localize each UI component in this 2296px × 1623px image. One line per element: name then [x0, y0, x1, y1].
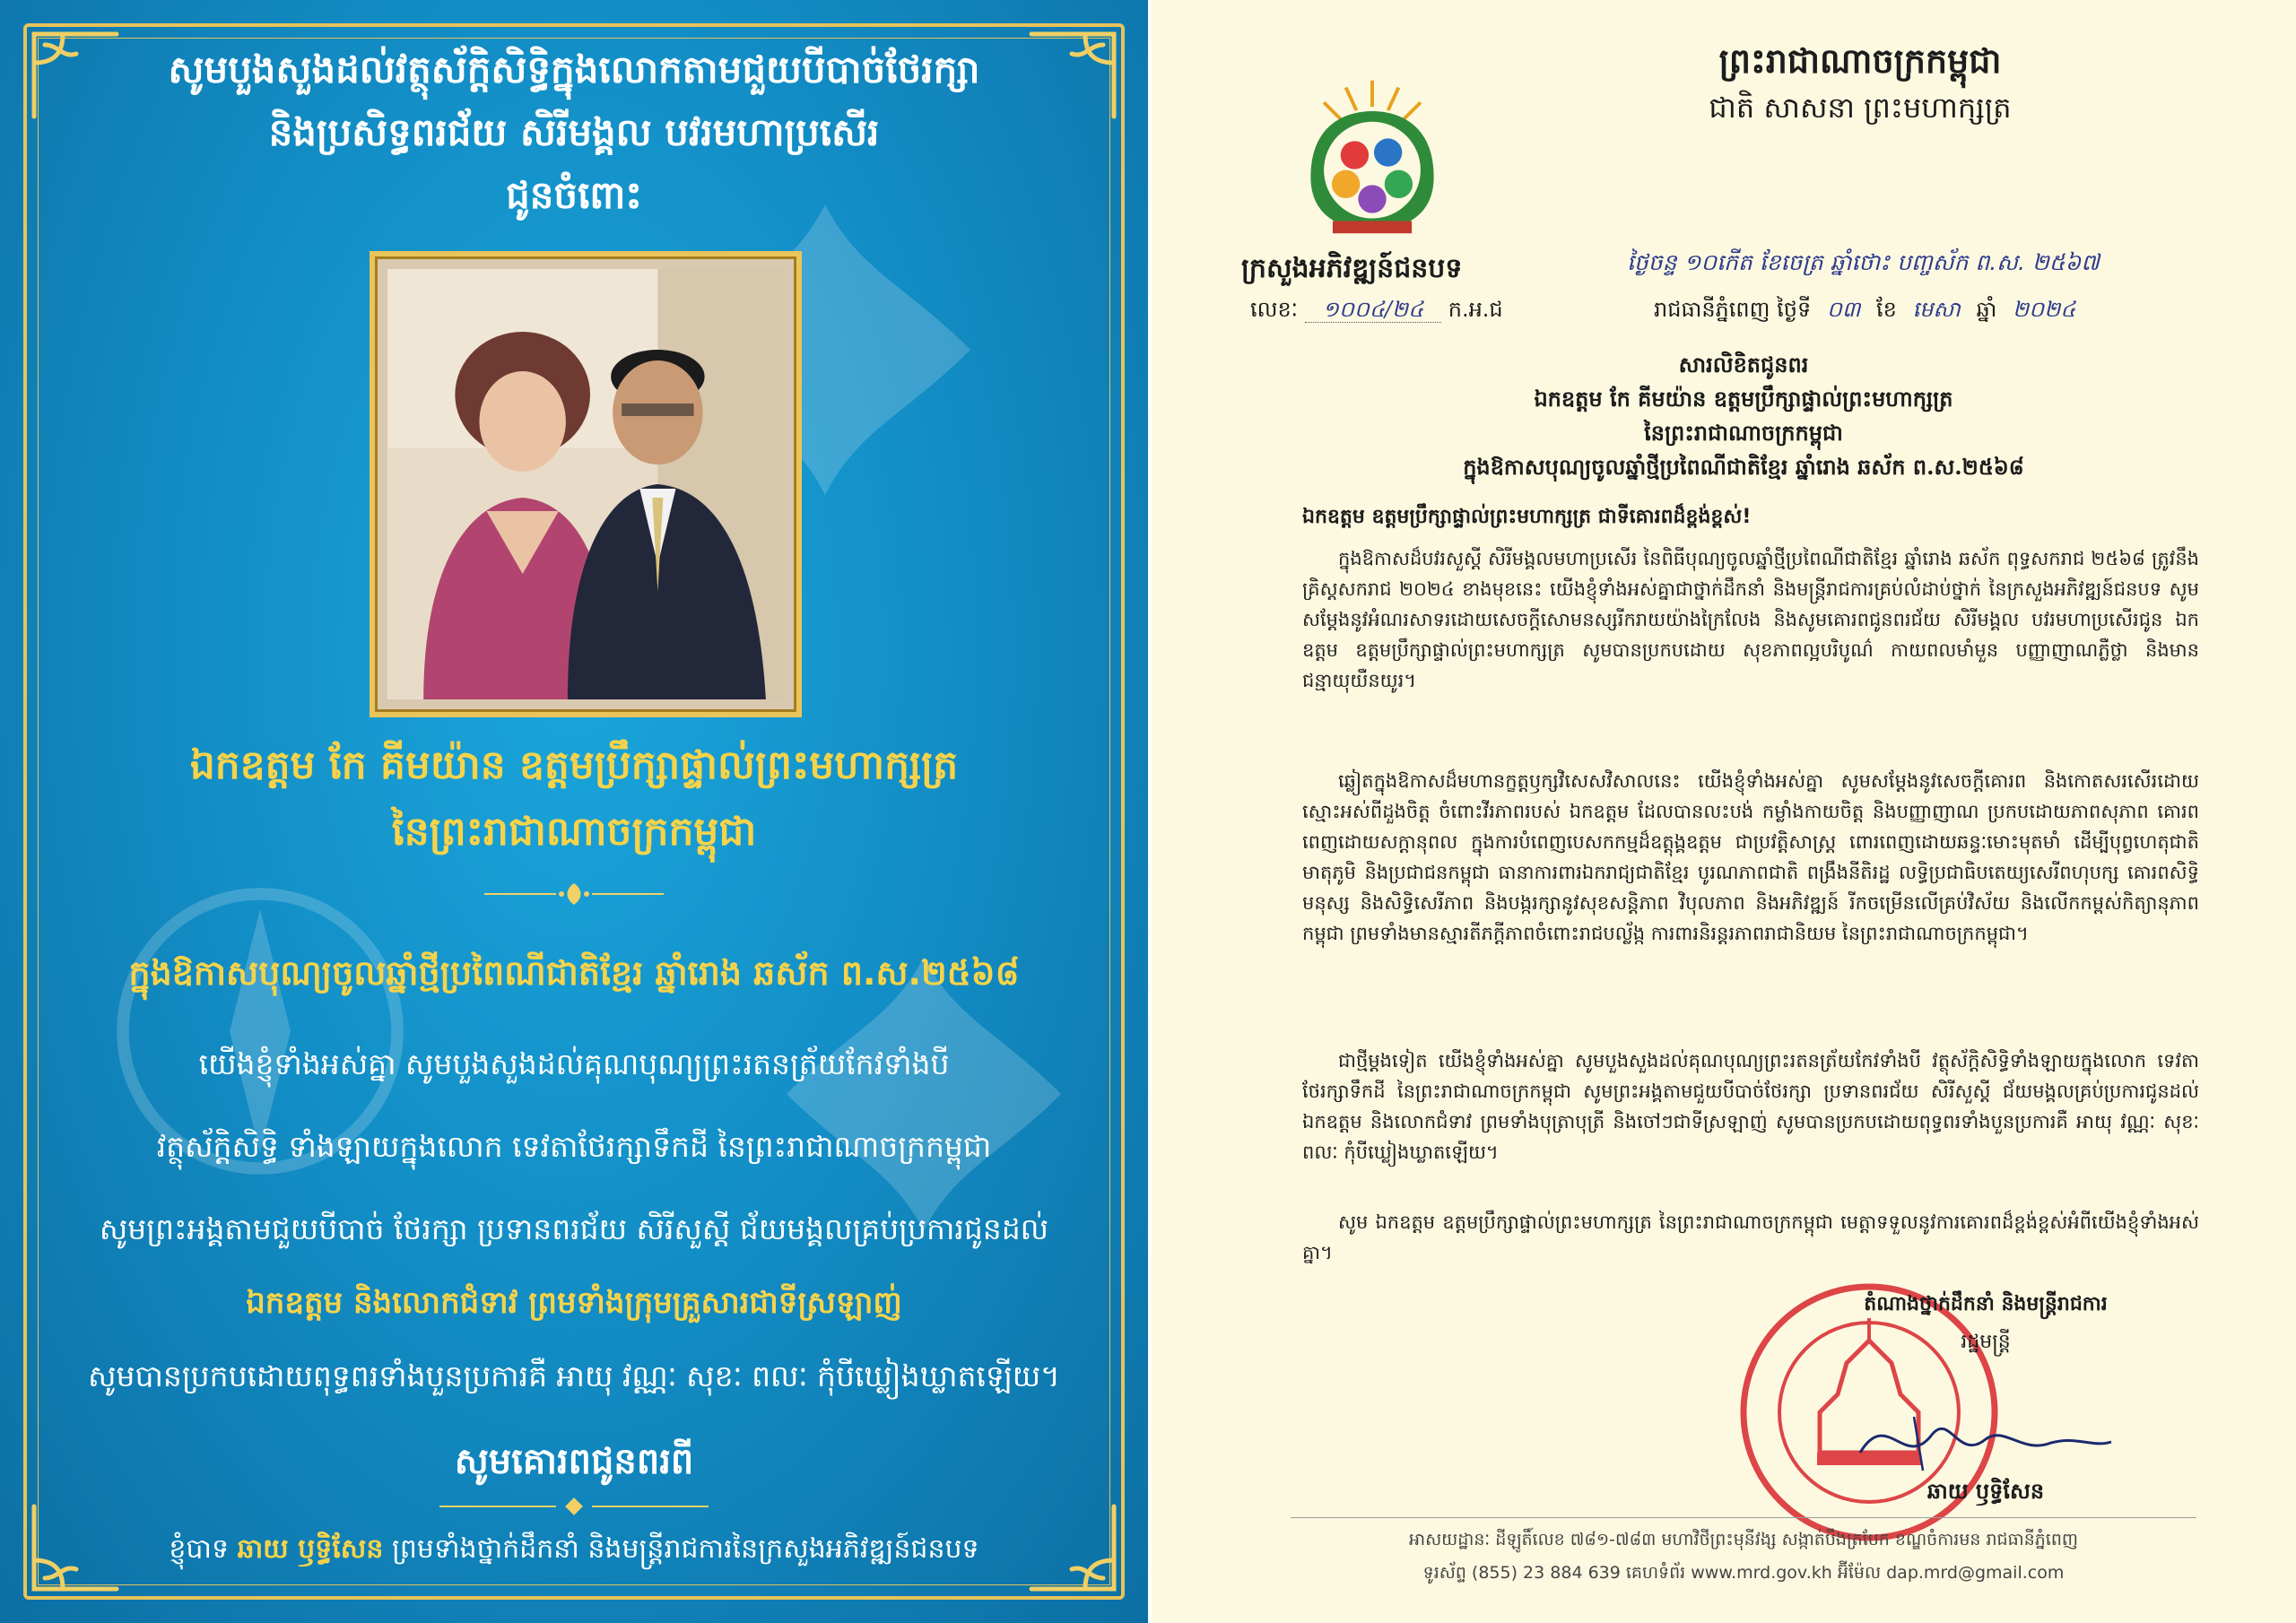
ministry-name: ក្រសួងអភិវឌ្ឍន៍ជនបទ [1241, 253, 1463, 284]
footer-divider [1291, 1517, 2196, 1518]
honoree-kingdom: នៃព្រះរាជាណាចក្រកម្ពុជា [391, 809, 757, 855]
wish-line-1: យើងខ្ញុំទាំងអស់គ្នា សូមបួងសួងដល់គុណបុណ្យព្រះរតនត្រ័យកែវទាំងបី [198, 1046, 950, 1081]
ornament-divider-icon [484, 881, 664, 907]
respect-line: សូមគោរពជូនពរពី [454, 1441, 694, 1482]
recipient-line-1: ឯកឧត្តម កែ គីមយ៉ាន ឧត្តមប្រឹក្សាផ្ទាល់ព្រះមហាក្សត្រ [1534, 386, 1953, 412]
paragraph-3: ជាថ្មីម្តងទៀត យើងខ្ញុំទាំងអស់គ្នា សូមបួងសួងដល់គុណបុណ្យព្រះរតនត្រ័យកែវទាំងបី វត្ថុស័ក្តិសិទ្ធិទាំងឡាយក្នុងលោក ទេវតាថែរក្សាទឹកដី នៃព្រះរាជាណាចក្រកម្ពុជា សូមព្រះអង្គតាមជួយបីបាច់ថែរក្សា ប្រទានពរជ័យ សិរីសួស្តី ជ័យមង្គលគ្រប់ប្រការជូនដល់ ឯកឧត្តម និងលោកជំទាវ ព្រមទាំងបុត្រាបុត្រី និងចៅៗជាទីស្រឡាញ់ សូមបានប្រកបដោយពុទ្ធពរទាំងបួនប្រការគឺ អាយុ វណ្ណៈ សុខៈ ពលៈ កុំបីឃ្លៀងឃ្លាតឡើយ។ [1302, 1050, 2199, 1163]
honoree-name: ឯកឧត្តម កែ គីមយ៉ាន ឧត្តមប្រឹក្សាផ្ទាល់ព្រះមហាក្សត្រ [189, 742, 959, 788]
sender-name: ឆាយ ឫទ្ធិសែន [237, 1533, 384, 1565]
signature-role: រដ្ឋមន្ត្រី [1961, 1331, 2011, 1353]
recipient-line-2: នៃព្រះរាជាណាចក្រកម្ពុជា [1644, 420, 1843, 446]
solar-month-label: ខែ [1876, 297, 1897, 322]
paragraph-1: ក្នុងឱកាសដ៏បវរសួស្តី សិរីមង្គលមហាប្រសើរ នៃពិធីបុណ្យចូលឆ្នាំថ្មីប្រពៃណីជាតិខ្មែរ ឆ្នាំរោង ឆស័ក ពុទ្ធសករាជ ២៥៦៨ ត្រូវនឹងគ្រិស្តសករាជ ២០២៤ ខាងមុខនេះ យើងខ្ញុំទាំងអស់គ្នាជាថ្នាក់ដឹកនាំ និងមន្ត្រីរាជការគ្រប់លំដាប់ថ្នាក់ នៃក្រសួងអភិវឌ្ឍន៍ជនបទ សូមសម្តែងនូវអំណរសាទរដោយសេចក្តីសោមនស្សរីករាយយ៉ាងក្រៃលែង និងសូមគោរពជូនពរជ័យ សិរីមង្គល បវរមហាប្រសើរជូន ឯកឧត្តម ឧត្តមប្រឹក្សាផ្ទាល់ព្រះមហាក្សត្រ សូមបានប្រកបដោយ សុខភាពល្អបរិបូណ៌ កាយពលមាំមួន បញ្ញាញាណភ្លឺថ្លា និងមានជន្មាយុយឺនយូរ។ [1302, 548, 2199, 691]
solar-year: ២០២៤ [2012, 297, 2076, 322]
footer-contact: ទូរស័ព្ទ (855) 23 884 639 គេហទំព័រ www.mrd.gov.kh អ៊ីម៉ែល dap.mrd@gmail.com [1422, 1563, 2065, 1583]
sender-prefix: ខ្ញុំបាទ [169, 1533, 230, 1565]
solar-date-prefix: រាជធានីភ្នំពេញ ថ្ងៃទី [1654, 297, 1812, 322]
letter-number-value: ១០០៤/២៤ [1305, 297, 1441, 323]
ministry-logo-icon [1284, 70, 1460, 240]
sender-suffix: ព្រមទាំងថ្នាក់ដឹកនាំ និងមន្ត្រីរាជការនៃក្រសួងអភិវឌ្ឍន៍ជនបទ [391, 1533, 979, 1565]
document-title: សារលិខិតជូនពរ [1678, 352, 1809, 378]
blessing-line-1: សូមបួងសួងដល់វត្ថុស័ក្តិសិទ្ធិក្នុងលោកតាមជួយបីបាច់ថែរក្សា [168, 48, 980, 91]
sender-line [81, 1524, 1067, 1575]
letter-number-label: លេខៈ [1250, 297, 1299, 322]
signature-title: តំណាងថ្នាក់ដឹកនាំ និងមន្ត្រីរាជការ [1864, 1292, 2108, 1315]
blessing-line-3: ជូនចំពោះ [506, 173, 642, 217]
signer-name: ឆាយ ឫទ្ធិសែន [1926, 1478, 2045, 1504]
motto-heading: ជាតិ សាសនា ព្រះមហាក្សត្រ [1709, 91, 2012, 125]
paragraph-4: សូម ឯកឧត្តម ឧត្តមប្រឹក្សាផ្ទាល់ព្រះមហាក្សត្រ នៃព្រះរាជាណាចក្រកម្ពុជា មេត្តាទទួលនូវការគោរពដ៏ខ្ពង់ខ្ពស់អំពីយើងខ្ញុំទាំងអស់គ្នា។ [1302, 1211, 2199, 1263]
ornament-divider-icon [439, 1493, 709, 1520]
footer-address: អាសយដ្ឋានៈ ដីឡូតិ៍លេខ ៧៨១-៧៨៣ មហាវិថីព្រះមុនីវង្ស សង្កាត់បឹងត្របែក ខណ្ឌចំការមន រាជធានីភ្នំពេញ [1409, 1530, 2078, 1549]
solar-month: មេសា [1912, 297, 1961, 322]
lunar-date: ថ្ងៃចន្ទ ១០កើត ខែចេត្រ ឆ្នាំថោះ បញ្ចស័ក ព.ស. ២៥៦៧ [1627, 249, 2100, 275]
solar-date [1654, 296, 2084, 327]
official-letter [1152, 0, 2296, 1623]
wish-line-5: សូមបានប្រកបដោយពុទ្ធពរទាំងបួនប្រការគឺ អាយុ វណ្ណៈ សុខៈ ពលៈ កុំបីឃ្លៀងឃ្លាតឡើយ។ [88, 1358, 1060, 1393]
wish-line-2: វត្ថុស័ក្តិសិទ្ធិ ទាំងឡាយក្នុងលោក ទេវតាថែរក្សាទឹកដី នៃព្រះរាជាណាចក្រកម្ពុជា [156, 1129, 992, 1164]
occasion-line: ក្នុងឱកាសបុណ្យចូលឆ្នាំថ្មីប្រពៃណីជាតិខ្មែរ ឆ្នាំរោង ឆស័ក ព.ស.២៥៦៨ [128, 953, 1020, 993]
portrait-photo-frame [370, 251, 802, 717]
letter-number-suffix: ក.អ.ជ [1448, 297, 1503, 322]
kingdom-heading: ព្រះរាជាណាចក្រកម្ពុជា [1718, 40, 2002, 81]
solar-day: ០៣ [1826, 297, 1861, 322]
letter-number [1250, 296, 1503, 327]
handwritten-signature [1851, 1399, 2120, 1480]
solar-year-label: ឆ្នាំ [1976, 297, 1997, 322]
wish-line-4: ឯកឧត្តម និងលោកជំទាវ ព្រមទាំងក្រុមគ្រួសារជាទីស្រឡាញ់ [246, 1285, 902, 1321]
wish-line-3: សូមព្រះអង្គតាមជួយបីបាច់ ថែរក្សា ប្រទានពរជ័យ សិរីសួស្តី ជ័យមង្គលគ្រប់ប្រការជូនដល់ [99, 1211, 1049, 1246]
blessing-line-2: និងប្រសិទ្ធពរជ័យ សិរីមង្គល បវរមហាប្រសើរ [268, 110, 880, 154]
recipient-line-3: ក្នុងឱកាសបុណ្យចូលឆ្នាំថ្មីប្រពៃណីជាតិខ្មែរ ឆ្នាំរោង ឆស័ក ព.ស.២៥៦៨ [1463, 454, 2024, 480]
paragraph-2: ឆ្លៀតក្នុងឱកាសដ៏មហានក្ខត្តឫក្សវិសេសវិសាលនេះ យើងខ្ញុំទាំងអស់គ្នា សូមសម្តែងនូវសេចក្តីគោរព និងកោតសរសើរដោយស្មោះអស់ពីដួងចិត្ត ចំពោះវីរភាពរបស់ ឯកឧត្តម ដែលបានលះបង់ កម្លាំងកាយចិត្ត និងបញ្ញាញាណ ប្រកបដោយភាពសុភាព គោរពពេញដោយសក្តានុពល ក្នុងការបំពេញបេសកកម្មដ៏ឧត្តុង្គឧត្តម ជាប្រវត្តិសាស្ត្រ ពោរពេញដោយឆន្ទៈមោះមុតមាំ ដើម្បីបុព្វហេតុជាតិ មាតុភូមិ និងប្រជាជនកម្ពុជា ធានាការពារឯករាជ្យជាតិខ្មែរ បូរណភាពជាតិ ពង្រឹងនីតិរដ្ឋ លទ្ធិប្រជាធិបតេយ្យសេរីពហុបក្ស គោរពសិទ្ធិមនុស្ស និងសិទ្ធិសេរីភាព និងបង្ករក្សានូវសុខសន្តិភាព វិបុលភាព និងអភិវឌ្ឍន៍ រីកចម្រើនលើគ្រប់វិស័យ និងលើកកម្ពស់កិត្យានុភាពកម្ពុជា ព្រមទាំងមានស្មារតីភក្តីភាពចំពោះរាជបល្ល័ង្ក ការពារនិរន្តរភាពរាជានិយម នៃព្រះរាជាណាចក្រកម្ពុជា។ [1302, 770, 2199, 944]
salutation: ឯកឧត្តម ឧត្តមប្រឹក្សាផ្ទាល់ព្រះមហាក្សត្រ ជាទីគោរពដ៏ខ្ពង់ខ្ពស់! [1302, 506, 1752, 528]
portrait-photo [387, 269, 784, 699]
